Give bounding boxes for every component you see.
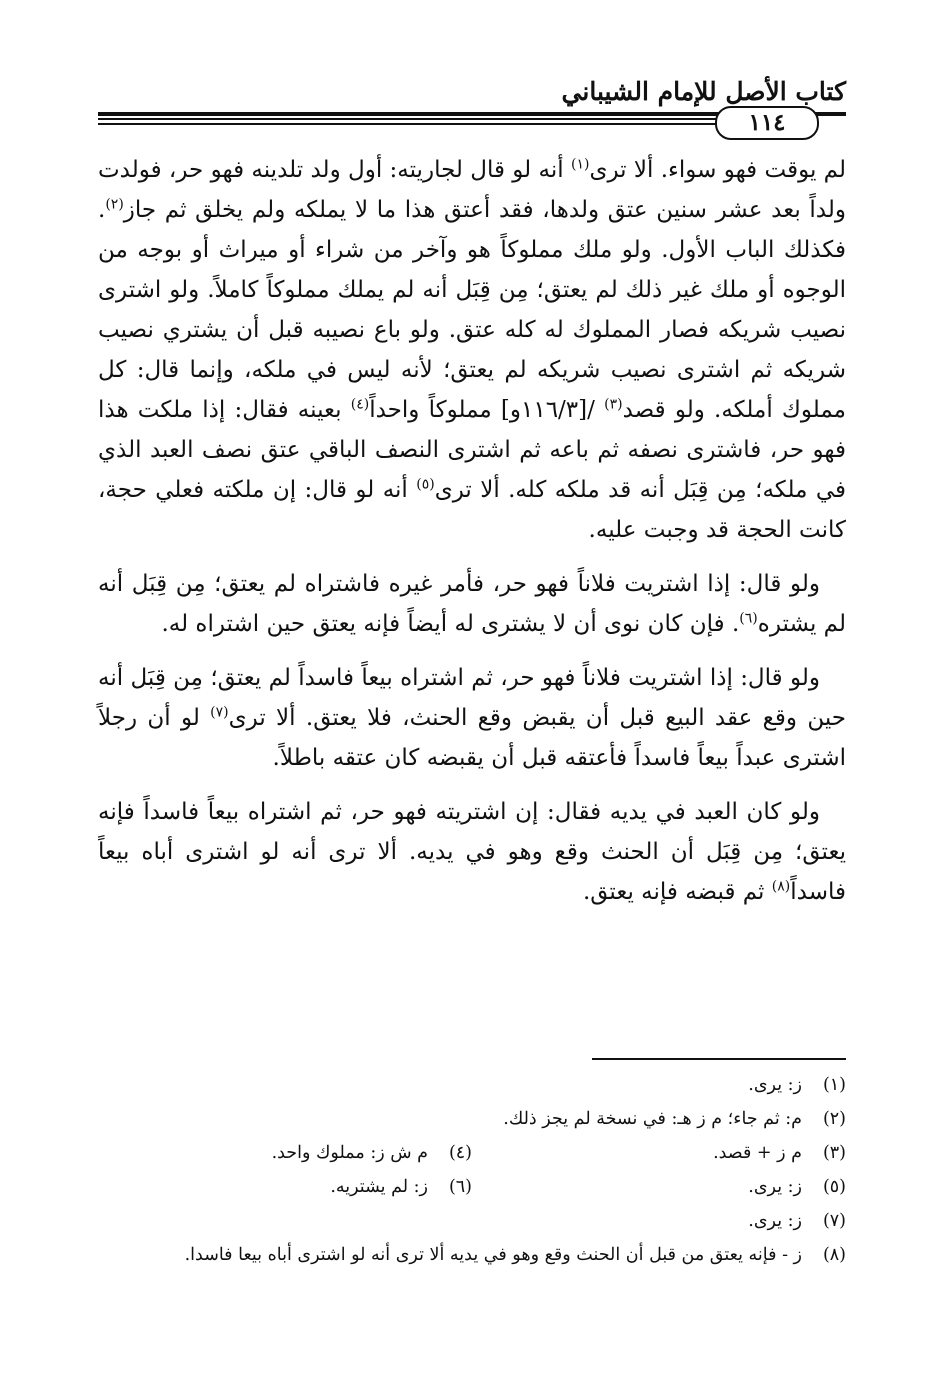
footnote-row	[98, 1136, 846, 1170]
footnote-6	[98, 1170, 472, 1204]
footnote-8	[98, 1238, 846, 1272]
text-run: ولو قال: إذا اشتريت فلاناً فهو حر، ثم اشتراه بيعاً فاسداً لم يعتق؛ مِن قِبَل أنه حين وقع عقد البيع قبل أن يقبض وقع الحنث، فلا يعتق. ألا ترى	[98, 665, 846, 731]
footnote-row	[98, 1204, 846, 1238]
paragraph-3	[98, 658, 846, 778]
footnotes	[98, 1068, 846, 1272]
text-run: لم يوقت فهو سواء. ألا ترى	[589, 157, 846, 183]
footnote-row	[98, 1238, 846, 1272]
footnote-row	[98, 1170, 846, 1204]
footnote-text: ز: يرى.	[748, 1211, 802, 1231]
text-run: أنه لو قال لجاريته: أول ولد تلدينه فهو حر، فولدت ولداً بعد عشر سنين عتق ولدها، فقد أعتق هذا ما لا يملكه ولم يخلق ثم جاز	[98, 157, 846, 223]
footnote-ref-8: (٨)	[771, 878, 791, 895]
text-run: . فإن كان نوى أن لا يشترى له أيضاً فإنه يعتق حين اشتراه له.	[161, 611, 740, 637]
page-number-rule-secondary	[98, 123, 734, 125]
footnote-ref-4: (٤)	[350, 396, 370, 413]
text-run: /[١١٦/٣و] مملوكاً واحداً	[369, 397, 605, 423]
text-run: أنه لو قال: إن ملكته فعلي حجة، كانت الحجة قد وجبت عليه.	[98, 477, 846, 543]
footnote-ref-1: (١)	[570, 156, 590, 173]
footnote-number: (٨)	[822, 1245, 846, 1265]
footnote-separator	[592, 1058, 846, 1060]
footnote-ref-3: (٣)	[604, 396, 623, 413]
footnote-ref-5: (٥)	[416, 476, 435, 493]
footnote-text: ز: لم يشتريه.	[330, 1177, 428, 1197]
text-run: ولو قال: إذا اشتريت فلاناً فهو حر، فأمر غيره فاشتراه لم يعتق؛ مِن قِبَل أنه لم يشتره	[98, 571, 846, 637]
footnote-5	[472, 1170, 846, 1204]
footnote-text: م ش ز: مملوك واحد.	[271, 1143, 428, 1163]
footnote-number: (٣)	[822, 1143, 846, 1163]
main-text	[98, 150, 846, 926]
footnote-text: ز: يرى.	[748, 1177, 802, 1197]
footnote-number: (٦)	[448, 1177, 472, 1197]
footnote-text: ز: يرى.	[748, 1075, 802, 1095]
text-run: لو أن رجلاً اشترى عبداً بيعاً فاسداً فأعتقه قبل أن يقبضه كان عتقه باطلاً.	[98, 705, 846, 771]
footnote-7	[98, 1204, 846, 1238]
paragraph-4	[98, 792, 846, 912]
footnote-number: (٧)	[822, 1211, 846, 1231]
footnote-ref-6: (٦)	[739, 610, 758, 627]
text-run: ولو كان العبد في يديه فقال: إن اشتريته فهو حر، ثم اشتراه بيعاً فاسداً فإنه يعتق؛ مِن قِبَل أن الحنث وقع وهو في يديه. ألا ترى أنه لو اشترى أباه بيعاً فاسداً	[98, 799, 846, 905]
footnote-text: م ز + قصد.	[713, 1143, 802, 1163]
footnote-number: (٤)	[448, 1143, 472, 1163]
footnote-4	[98, 1136, 472, 1170]
footnote-ref-7: (٧)	[210, 704, 229, 721]
footnote-text: ز - فإنه يعتق من قبل أن الحنث وقع وهو في يديه ألا ترى أنه لو اشترى أباه بيعا فاسدا.	[184, 1245, 802, 1265]
footnote-3	[472, 1136, 846, 1170]
footnote-text: م: ثم جاء؛ م ز هـ: في نسخة لم يجز ذلك.	[503, 1109, 802, 1129]
page-number: ١١٤	[715, 106, 819, 140]
text-run: بعينه فقال: إذا ملكت هذا فهو حر، فاشترى نصفه ثم باعه ثم اشترى النصف الباقي عتق نصف العبد الذي في ملكه؛ مِن قِبَل أنه قد ملكه كله. ألا ترى	[98, 397, 846, 503]
footnote-2	[98, 1102, 846, 1136]
footnote-number: (٥)	[822, 1177, 846, 1197]
footnote-row	[98, 1102, 846, 1136]
text-run: ثم قبضه فإنه يعتق.	[582, 879, 772, 905]
footnote-row	[98, 1068, 846, 1102]
page-number-rule	[98, 118, 734, 120]
footnote-ref-2: (٢)	[105, 196, 124, 213]
footnote-number: (١)	[822, 1075, 846, 1095]
footnote-number: (٢)	[822, 1109, 846, 1129]
running-title: كتاب الأصل للإمام الشيباني	[561, 77, 846, 106]
text-run: . فكذلك الباب الأول. ولو ملك مملوكاً هو وآخر من شراء أو ميراث أو بوجه من الوجوه أو ملك غير ذلك لم يعتق؛ مِن قِبَل أنه لم يملك مملوكاً كاملاً. ولو اشترى نصيب شريكه فصار المملوك له كله عتق. ولو باع نصيبه قبل أن يشتري نصيب شريكه ثم اشترى نصيب شريكه لم يعتق؛ لأنه ليس في ملكه، وإنما قال: كل مملوك أملكه. ولو قصد	[98, 197, 847, 423]
paragraph-2	[98, 564, 846, 644]
footnote-1	[98, 1068, 846, 1102]
paragraph-1	[98, 150, 846, 550]
